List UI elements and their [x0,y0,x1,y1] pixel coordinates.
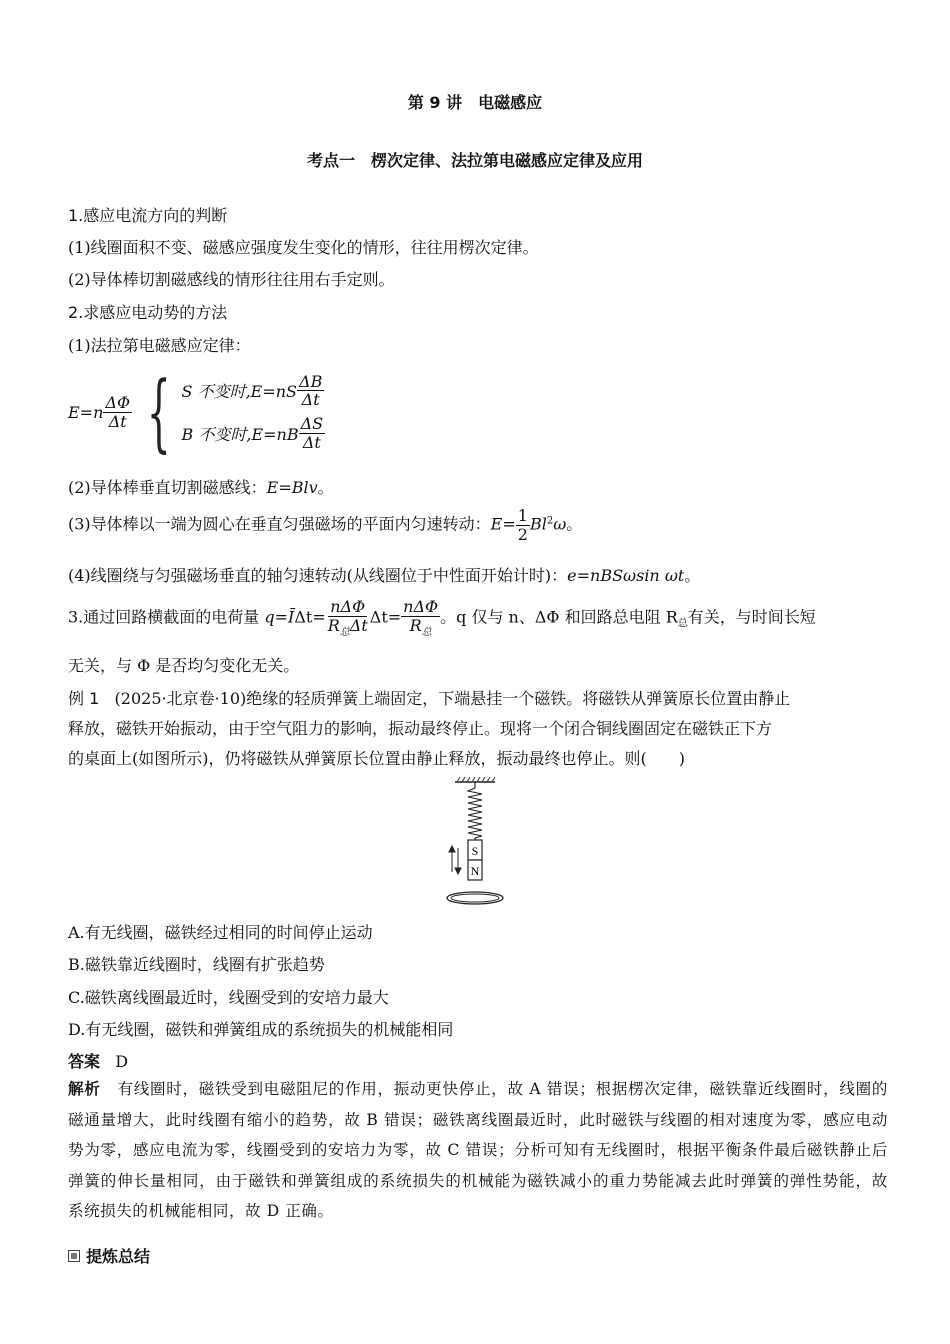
item3-exponent: 2 [546,515,554,527]
section2-item-2 [68,475,888,498]
case1-fraction [297,373,324,409]
case1-prefix: S 不变时,E=nS [181,382,298,402]
analysis-text: 有线圈时，磁铁受到电磁阻尼的作用，振动更快停止，故 A 错误；根据楞次定律，磁铁靠近线圈时，线圈的磁通量增大，此时线圈有缩小的趋势，故 B 错误；磁铁离线圈最近时，此时磁铁与线圈的相对速度为零，感应电动势为零，感应电流为零，线圈受到的安培力为零，故 C 错误；分析可知有无线圈时，根据平衡条件最后磁铁静止后弹簧的伸长量相同，由于磁铁和弹簧组成的系统损失的机械能为磁铁减小的重力势能减去此时弹簧的弹性势能，故系统损失的机械能相同，故 D 正确。 [68,1080,888,1220]
delta-t: Δt= [369,607,402,627]
item3-omega: ω [553,514,567,534]
fraction-denominator: Δt [302,432,321,452]
fraction-numerator: ΔS [300,414,324,433]
resistance-symbol: R [327,615,340,635]
north-label: N [470,864,480,878]
item2-formula: E=Blv [266,478,318,497]
case2-fraction [299,415,326,451]
example-line-3: 的桌面上(如图所示)，仍将磁铁从弹簧原长位置由静止释放，振动最终也停止。则( ) [68,749,685,768]
answer-value: D [115,1052,129,1071]
section3-line-2: 无关，与 Φ 是否均匀变化无关。 [68,656,300,675]
analysis-label: 解析 [68,1080,101,1098]
double-arrow-icon [449,846,461,874]
section2-item-4 [68,563,888,586]
total-subscript: 总 [421,626,432,638]
fraction-denominator: Δt [301,390,320,410]
delta-t-symbol: Δt [349,615,368,635]
fraction-numerator: ΔB [299,371,323,391]
square-bullet-icon [68,1250,80,1262]
topic-title: 考点一 楞次定律、法拉第电磁感应定律及应用 [306,151,643,170]
copper-coil-inner [451,894,499,902]
fraction-denominator [408,617,434,638]
section3-prefix: 3.通过回路横截面的电荷量 [68,607,260,627]
south-label: S [471,844,479,858]
section1-item-1: (1)线圈面积不变、磁感应强度发生变化的情形，往往用楞次定律。 [68,238,539,257]
left-brace: { [146,363,171,461]
section3-tail: 有关，与时间长短 [687,607,816,627]
item4-formula: e=nBSωsin ωt [567,566,685,585]
total-subscript: 总 [677,618,688,630]
option-d: D.有无线圈，磁铁和弹簧组成的系统损失的机械能相同 [68,1020,454,1039]
item2-text: (2)导体棒垂直切割磁感线： [68,478,267,497]
example-text: (2025·北京卷·10)绝缘的轻质弹簧上端固定，下端悬挂一个磁铁。将磁铁从弹簧原长位置由静止 [114,689,791,708]
item3-end: 。 [566,514,583,534]
item3-rhs: Bl [529,514,547,534]
section2-item-1: (1)法拉第电磁感应定律： [68,336,251,355]
section3-line-1 [68,598,888,638]
case2-prefix: B 不变时,E=nB [181,424,299,444]
example-line-2: 释放，磁铁开始振动，由于空气阻力的影响，振动最终停止。现将一个闭合铜线圈固定在磁铁正下方 [68,719,773,738]
formula-lhs: E=n [68,402,104,422]
example-line-1 [68,686,888,709]
spring-magnet-figure [440,776,520,908]
fraction-numerator: ΔΦ [105,392,131,412]
spring-coil [468,788,482,838]
fraction-denominator: 2 [517,524,528,544]
answer-line [68,1049,888,1072]
fraction-numerator: 1 [517,506,528,525]
section1-heading: 1.感应电流方向的判断 [68,206,228,225]
item4-end: 。 [684,566,701,585]
option-c: C.磁铁离线圈最近时，线圈受到的安培力最大 [68,988,389,1007]
formula-case-2 [182,415,326,451]
item4-text: (4)线圈绕与匀强磁场垂直的轴匀速转动(从线圈位于中性面开始计时)： [68,566,568,585]
total-subscript: 总 [339,626,350,638]
option-a: A.有无线圈，磁铁经过相同的时间停止运动 [68,923,373,942]
item2-end: 。 [317,478,334,497]
fraction-denominator: Δt [108,411,127,431]
item3-text: (3)导体棒以一端为圆心在垂直匀强磁场的平面内匀速转动： [68,514,491,534]
formula-cases [182,373,326,451]
fraction-denominator [326,617,370,638]
answer-label: 答案 [68,1052,101,1071]
formula-case-1 [182,373,326,409]
charge-fraction-2 [401,598,440,638]
analysis-paragraph [68,1074,888,1227]
example-label: 例 1 [68,689,100,708]
delta-t: Δt= [294,607,326,627]
section2-item-3 [68,507,888,543]
lecture-title: 第 9 讲 电磁感应 [407,93,543,112]
item3-lhs: E= [490,514,516,534]
faraday-formula [68,363,325,461]
fraction-numerator: nΔΦ [403,597,439,616]
fraction-numerator: nΔΦ [330,597,366,616]
summary-heading [68,1244,150,1267]
section3-mid: 。q 仅与 n、ΔΦ 和回路总电阻 R [440,607,678,627]
section2-heading: 2.求感应电动势的方法 [68,303,228,322]
formula-lhs-fraction [103,394,132,430]
option-b: B.磁铁靠近线圈时，线圈有扩张趋势 [68,955,325,974]
charge-formula: q=Ī [264,607,295,627]
charge-fraction-1 [326,598,370,638]
section1-item-2: (2)导体棒切割磁感线的情形往往用右手定则。 [68,270,395,289]
resistance-symbol: R [409,615,422,635]
one-half-fraction [516,507,530,543]
summary-label: 提炼总结 [86,1247,151,1266]
